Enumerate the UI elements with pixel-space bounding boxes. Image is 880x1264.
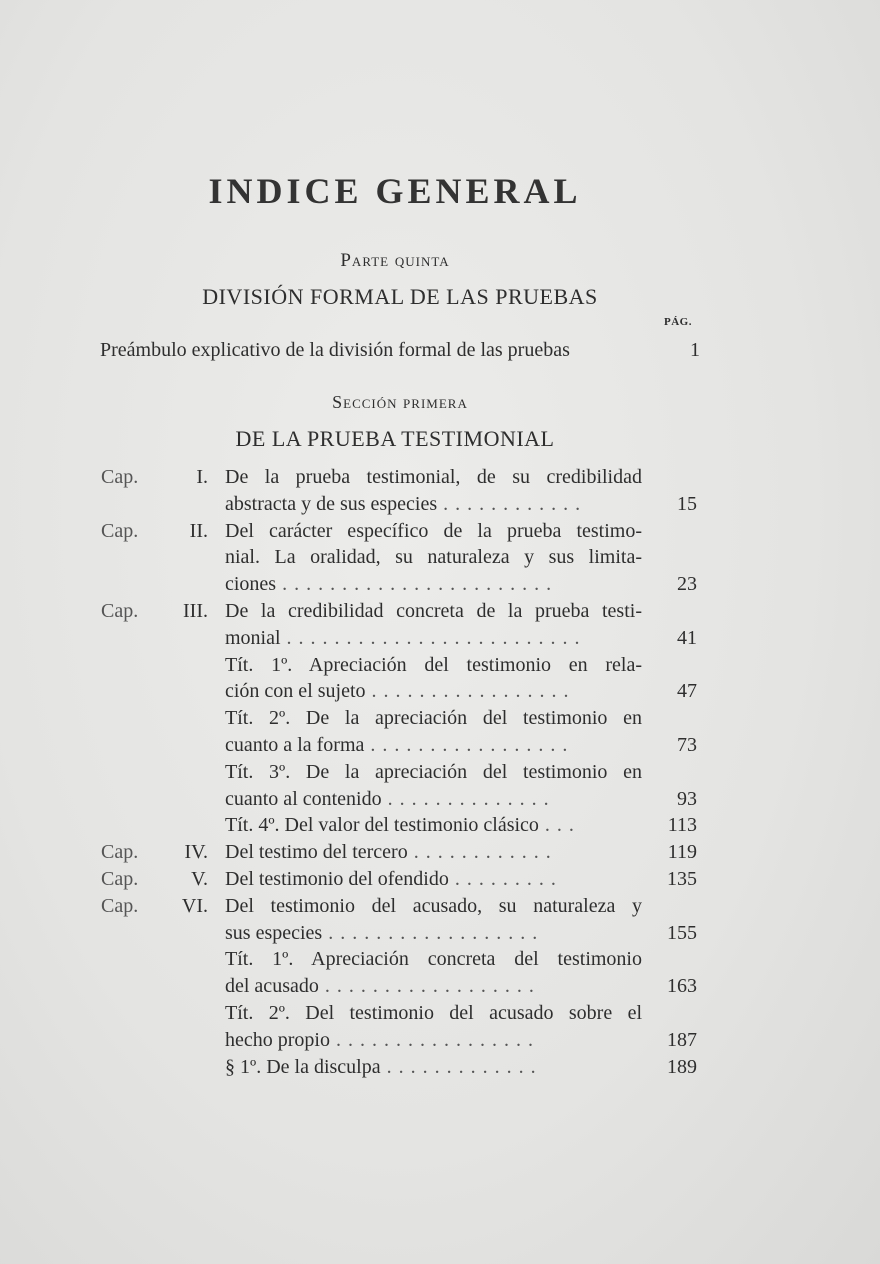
chapter-label: Cap.	[101, 466, 139, 488]
entry-text-wrapper	[225, 518, 642, 545]
entry-text: Del testimonio del ofendido	[225, 867, 449, 890]
toc-line	[0, 678, 880, 705]
entry-text: Del carácter específico de la prueba testimo-	[225, 519, 642, 542]
entry-page-number: 189	[667, 1055, 697, 1078]
entry-text: ción con el sujeto	[225, 680, 366, 703]
entry-text: Del testimonio del acusado, su naturaleza y	[225, 894, 642, 917]
entry-text-wrapper	[225, 571, 552, 598]
toc-line	[0, 1027, 880, 1054]
chapter-label: Cap.	[101, 894, 139, 917]
chapter-label: Cap.	[101, 599, 139, 622]
entry-text: Tít. 1º. Apreciación concreta del testimonio	[225, 948, 642, 971]
chapter-number: IV.	[184, 841, 208, 864]
page-title: INDICE GENERAL	[208, 171, 582, 211]
toc-line	[0, 920, 880, 947]
toc-line	[0, 464, 880, 491]
preamble-entry	[100, 336, 700, 364]
entry-text-wrapper	[225, 812, 575, 839]
chapter-number: II.	[189, 519, 208, 542]
entry-text-wrapper	[225, 1000, 642, 1027]
dot-leader: . . . . . . . . . . . .	[407, 841, 552, 864]
dot-leader: . . . . . . . . . . . . . . . . .	[364, 733, 569, 756]
entry-text-wrapper	[225, 946, 642, 973]
entry-text-wrapper	[225, 786, 550, 813]
preamble-page: 1	[690, 339, 700, 361]
entry-page-number: 135	[667, 867, 697, 890]
entry-text: Tít. 3º. De la apreciación del testimonio en	[225, 760, 642, 783]
entry-text: De la credibilidad concreta de la prueba testi-	[225, 599, 642, 622]
part-title: DIVISIÓN FORMAL DE LAS PRUEBAS	[202, 284, 598, 309]
dot-leader: . . . . . . . . . . . . . . . . . . . . . . .	[276, 573, 553, 596]
entry-page-number: 73	[677, 733, 697, 756]
entry-text-wrapper	[225, 1054, 537, 1081]
chapter-label: Cap.	[101, 867, 139, 890]
entry-text: abstracta y de sus especies	[225, 492, 438, 515]
entry-text-wrapper	[225, 464, 642, 491]
toc-line	[0, 571, 880, 598]
table-of-contents	[0, 464, 880, 1080]
entry-text: De la prueba testimonial, de su credibilidad	[225, 466, 642, 488]
chapter-number: I.	[196, 466, 208, 488]
dot-leader: . . . . . . . . . . . .	[437, 492, 582, 515]
entry-text-wrapper	[225, 491, 581, 518]
toc-line	[0, 946, 880, 973]
entry-text: Tít. 2º. Del testimonio del acusado sobre el	[225, 1001, 642, 1024]
entry-text: sus especies	[225, 921, 323, 944]
entry-text-wrapper	[225, 973, 535, 1000]
entry-text-wrapper	[225, 598, 642, 625]
entry-text-wrapper	[225, 705, 642, 732]
entry-text: Tít. 4º. Del valor del testimonio clásico	[225, 814, 539, 837]
toc-line	[0, 973, 880, 1000]
entry-text-wrapper	[225, 839, 552, 866]
entry-text-wrapper	[225, 1027, 534, 1054]
entry-text: ciones	[225, 573, 277, 596]
toc-line	[0, 625, 880, 652]
toc-line	[0, 518, 880, 545]
dot-leader: . . . . . . . . . . . . .	[380, 1055, 537, 1078]
toc-line	[0, 1000, 880, 1027]
entry-page-number: 113	[667, 814, 697, 837]
toc-line	[0, 759, 880, 786]
chapter-label: Cap.	[101, 519, 139, 542]
toc-line	[0, 839, 880, 866]
entry-page-number: 41	[677, 626, 697, 649]
entry-text: del acusado	[225, 975, 319, 998]
entry-text-wrapper	[225, 893, 642, 920]
entry-text: cuanto al contenido	[225, 787, 382, 810]
dot-leader: . . . . . . . . . . . . . . . . . . . . . . . . .	[280, 626, 581, 649]
toc-line	[0, 893, 880, 920]
entry-text-wrapper	[225, 678, 570, 705]
chapter-label: Cap.	[101, 841, 139, 864]
entry-text-wrapper	[225, 759, 642, 786]
entry-page-number: 47	[677, 680, 697, 703]
preamble-text: Preámbulo explicativo de la división formal de las pruebas	[100, 339, 570, 361]
chapter-number: III.	[183, 599, 208, 622]
entry-text: cuanto a la forma	[225, 733, 365, 756]
dot-leader: . . . . . . . . .	[448, 867, 557, 890]
chapter-number: V.	[191, 867, 208, 890]
dot-leader: . . .	[538, 814, 575, 837]
entry-text: monial	[225, 626, 281, 649]
entry-page-number: 119	[667, 841, 697, 864]
dot-leader: . . . . . . . . . . . . . . . . . .	[318, 975, 535, 998]
entry-text-wrapper	[225, 652, 642, 679]
section-label: Sección primera	[332, 392, 468, 412]
dot-leader: . . . . . . . . . . . . . .	[381, 787, 550, 810]
entry-text-wrapper	[225, 544, 642, 571]
section-title: DE LA PRUEBA TESTIMONIAL	[235, 426, 555, 451]
page-column-header: PÁG.	[664, 316, 692, 328]
chapter-number: VI.	[181, 894, 208, 917]
toc-line	[0, 491, 880, 518]
toc-line	[0, 544, 880, 571]
toc-line	[0, 812, 880, 839]
toc-line	[0, 705, 880, 732]
entry-page-number: 163	[667, 975, 697, 998]
dot-leader: . . . . . . . . . . . . . . . . . .	[322, 921, 539, 944]
entry-text: hecho propio	[225, 1028, 330, 1051]
dot-leader: . . . . . . . . . . . . . . . . .	[329, 1028, 534, 1051]
toc-line	[0, 598, 880, 625]
toc-line	[0, 652, 880, 679]
entry-text-wrapper	[225, 866, 557, 893]
entry-text: nial. La oralidad, su naturaleza y sus limita-	[225, 546, 642, 569]
toc-line	[0, 1054, 880, 1081]
entry-text: § 1º. De la disculpa	[225, 1055, 381, 1078]
entry-page-number: 155	[667, 921, 697, 944]
entry-text-wrapper	[225, 920, 538, 947]
entry-text: Tít. 1º. Apreciación del testimonio en rela-	[225, 653, 642, 676]
entry-page-number: 15	[677, 492, 697, 515]
entry-text: Del testimo del tercero	[225, 841, 408, 864]
entry-text-wrapper	[225, 732, 568, 759]
entry-text: Tít. 2º. De la apreciación del testimonio en	[225, 707, 642, 730]
entry-page-number: 23	[677, 573, 697, 596]
entry-text-wrapper	[225, 625, 581, 652]
entry-page-number: 187	[667, 1028, 697, 1051]
entry-page-number: 93	[677, 787, 697, 810]
toc-line	[0, 866, 880, 893]
part-label: Parte quinta	[340, 250, 450, 271]
toc-line	[0, 786, 880, 813]
dot-leader: . . . . . . . . . . . . . . . . .	[365, 680, 570, 703]
toc-line	[0, 732, 880, 759]
